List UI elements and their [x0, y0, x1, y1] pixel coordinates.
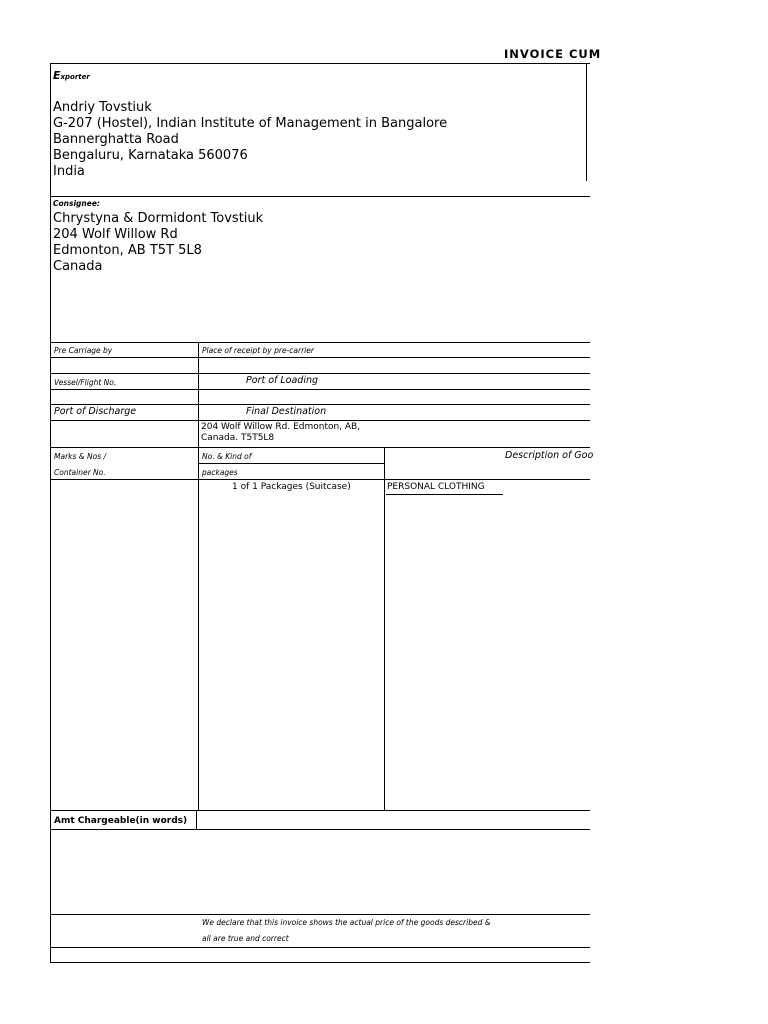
exporter-country: India — [53, 164, 85, 179]
exporter-address-line: Bengaluru, Karnataka 560076 — [53, 148, 248, 163]
marks-label: Marks & Nos / — [54, 452, 107, 461]
row-line — [50, 357, 590, 358]
port-loading-label: Port of Loading — [246, 375, 319, 386]
frame-bottom-line — [50, 962, 590, 963]
row-line — [50, 479, 590, 480]
declaration-line: We declare that this invoice shows the actual price of the goods described & — [202, 918, 491, 927]
final-destination-line: 204 Wolf Willow Rd. Edmonton, AB, — [201, 422, 361, 432]
amount-label: Amt Chargeable(in words) — [54, 816, 188, 826]
exporter-label-rest: xporter — [60, 73, 90, 81]
row-line — [50, 389, 590, 390]
row-line — [50, 810, 590, 811]
description-label: Description of Goo — [505, 450, 594, 461]
amount-divider — [196, 810, 197, 830]
row-line — [50, 829, 590, 830]
exporter-right-line — [586, 63, 587, 181]
final-destination-value — [201, 422, 360, 444]
final-destination-line: Canada. T5T5L8 — [201, 433, 275, 443]
exporter-address-line: Bannerghatta Road — [53, 132, 179, 147]
exporter-label — [53, 64, 90, 83]
row-line — [50, 447, 590, 448]
container-label: Container No. — [54, 468, 106, 477]
exporter-address-line: G-207 (Hostel), Indian Institute of Management in Bangalore — [53, 116, 448, 131]
row-line — [50, 420, 590, 421]
row-line — [50, 947, 590, 948]
exporter-bottom-line — [50, 196, 590, 197]
final-destination-label: Final Destination — [246, 406, 327, 417]
invoice-title: INVOICE CUM — [504, 47, 602, 61]
pre-carriage-label: Pre Carriage by — [54, 346, 113, 355]
col-divider-right — [384, 447, 385, 810]
packages-value: 1 of 1 Packages (Suitcase) — [232, 482, 351, 492]
row-line — [50, 404, 590, 405]
row-line — [50, 914, 590, 915]
declaration-line: all are true and correct — [202, 934, 289, 943]
kind-label: No. & Kind of — [202, 452, 252, 461]
packages-label: packages — [202, 468, 238, 477]
place-receipt-label: Place of receipt by pre-carrier — [202, 346, 314, 355]
frame-left-line — [50, 63, 51, 963]
frame-top-line — [50, 63, 590, 64]
port-discharge-label: Port of Discharge — [54, 406, 137, 417]
consignee-country: Canada — [53, 259, 103, 274]
exporter-address — [53, 100, 447, 180]
row-line — [198, 463, 384, 464]
consignee-address-line: 204 Wolf Willow Rd — [53, 227, 178, 242]
col-divider-left — [198, 342, 199, 810]
consignee-name: Chrystyna & Dormidont Tovstiuk — [53, 211, 264, 226]
consignee-label: Consignee: — [53, 199, 100, 208]
description-value: PERSONAL CLOTHING — [387, 482, 485, 492]
description-underline — [386, 494, 503, 495]
row-line — [50, 373, 590, 374]
consignee-address-line: Edmonton, AB T5T 5L8 — [53, 243, 202, 258]
row-line — [50, 342, 590, 343]
consignee-address — [53, 211, 263, 275]
exporter-name: Andriy Tovstiuk — [53, 100, 152, 115]
vessel-label: Vessel/Flight No. — [54, 378, 117, 387]
exporter-label-cap: E — [53, 69, 61, 82]
